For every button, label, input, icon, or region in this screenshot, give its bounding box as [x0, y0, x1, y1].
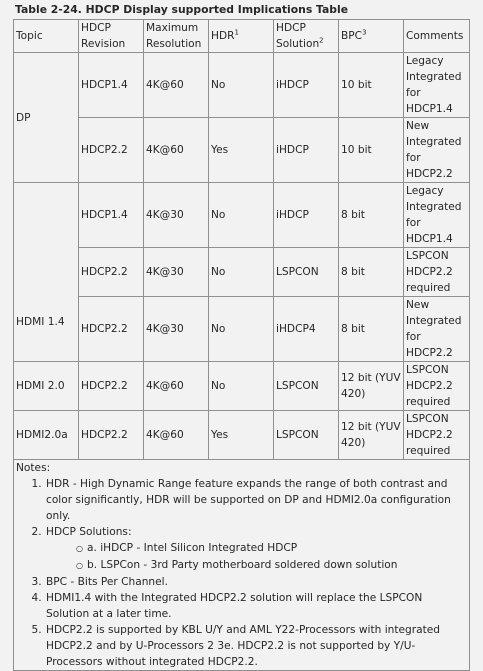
- bpc-cell: 8 bit: [339, 183, 404, 248]
- notes-cell: [14, 460, 470, 671]
- table-row: [14, 362, 470, 411]
- note-item: 2. HDCP Solutions: ○ a. iHDCP - Intel Silicon Integrated HDCP ○ b. LSPCon - 3rd Party motherboard soldered down solution: [45, 524, 467, 574]
- bpc-cell: 10 bit: [339, 118, 404, 183]
- solution-cell: iHDCP4: [274, 297, 339, 362]
- comments-cell: LSPCON HDCP2.2 required: [404, 248, 470, 297]
- resolution-cell: 4K@60: [144, 53, 209, 118]
- solution-cell: LSPCON: [274, 248, 339, 297]
- resolution-cell: 4K@30: [144, 183, 209, 248]
- topic-cell: DP: [14, 53, 79, 183]
- resolution-cell: 4K@30: [144, 248, 209, 297]
- bullet-icon: ○: [76, 544, 83, 553]
- hdr-cell: No: [209, 53, 274, 118]
- solution-cell: iHDCP: [274, 118, 339, 183]
- header-comments: Comments: [404, 20, 470, 53]
- solution-cell: LSPCON: [274, 362, 339, 411]
- header-bpc: BPC$^3$: [339, 20, 404, 53]
- comments-cell: New Integrated for HDCP2.2: [404, 297, 470, 362]
- resolution-cell: 4K@60: [144, 118, 209, 183]
- note-sub-item: ○ a. iHDCP - Intel Silicon Integrated HDCP: [76, 542, 298, 554]
- bpc-cell: 12 bit (YUV 420): [339, 362, 404, 411]
- table-row: [14, 183, 470, 248]
- footnote-marker: 3: [362, 28, 367, 37]
- footnote-marker: 1: [234, 28, 239, 37]
- table-row: [14, 53, 470, 118]
- notes-row: [14, 460, 470, 671]
- hdr-cell: No: [209, 248, 274, 297]
- revision-cell: HDCP2.2: [79, 411, 144, 460]
- revision-cell: HDCP1.4: [79, 53, 144, 118]
- footnote-marker: 2: [319, 36, 324, 45]
- table-row: [14, 297, 470, 362]
- notes-title: Notes:: [16, 462, 51, 474]
- revision-cell: HDCP1.4: [79, 183, 144, 248]
- header-revision: HDCP Revision: [79, 20, 144, 53]
- hdr-cell: No: [209, 297, 274, 362]
- note-item: 4. HDMI1.4 with the Integrated HDCP2.2 solution will replace the LSPCON Solution at a later time.: [45, 590, 467, 622]
- header-hdr: HDR$^1$: [209, 20, 274, 53]
- table-row: [14, 248, 470, 297]
- bpc-cell: 8 bit: [339, 297, 404, 362]
- solution-cell: iHDCP: [274, 183, 339, 248]
- note-item: 5. HDCP2.2 is supported by KBL U/Y and AML Y22-Processors with integrated HDCP2.2 and by U-Processors 2 3e. HDCP2.2 is not supported by Y/U-Processors without integrated HDCP2.2.: [45, 622, 467, 670]
- topic-cell: HDMI 2.0: [14, 362, 79, 411]
- solution-cell: LSPCON: [274, 411, 339, 460]
- bpc-cell: 12 bit (YUV 420): [339, 411, 404, 460]
- bpc-cell: 10 bit: [339, 53, 404, 118]
- hdr-cell: No: [209, 362, 274, 411]
- hdcp-implications-table: [13, 19, 470, 671]
- bullet-icon: ○: [76, 561, 83, 570]
- resolution-cell: 4K@30: [144, 297, 209, 362]
- note-item: 1. HDR - High Dynamic Range feature expands the range of both contrast and color significantly, HDR will be supported on DP and HDMI2.0a configuration only.: [45, 476, 467, 524]
- header-topic: Topic: [14, 20, 79, 53]
- hdr-cell: No: [209, 183, 274, 248]
- comments-cell: LSPCON HDCP2.2 required: [404, 362, 470, 411]
- revision-cell: HDCP2.2: [79, 297, 144, 362]
- table-row: [14, 118, 470, 183]
- resolution-cell: 4K@60: [144, 411, 209, 460]
- resolution-cell: 4K@60: [144, 362, 209, 411]
- note-sub-item: ○ b. LSPCon - 3rd Party motherboard soldered down solution: [76, 559, 398, 571]
- table-header-row: [14, 20, 470, 53]
- header-solution: HDCP Solution$^2$: [274, 20, 339, 53]
- comments-cell: LSPCON HDCP2.2 required: [404, 411, 470, 460]
- topic-cell: HDMI 1.4: [14, 183, 79, 362]
- table-row: [14, 411, 470, 460]
- revision-cell: HDCP2.2: [79, 362, 144, 411]
- table-caption: Table 2-24. HDCP Display supported Implications Table: [15, 3, 349, 16]
- notes-list: [16, 476, 467, 670]
- note-item: 3. BPC - Bits Per Channel.: [45, 574, 467, 590]
- hdr-cell: Yes: [209, 118, 274, 183]
- revision-cell: HDCP2.2: [79, 118, 144, 183]
- revision-cell: HDCP2.2: [79, 248, 144, 297]
- comments-cell: Legacy Integrated for HDCP1.4: [404, 183, 470, 248]
- hdr-cell: Yes: [209, 411, 274, 460]
- comments-cell: Legacy Integrated for HDCP1.4: [404, 53, 470, 118]
- comments-cell: New Integrated for HDCP2.2: [404, 118, 470, 183]
- header-resolution: Maximum Resolution: [144, 20, 209, 53]
- bpc-cell: 8 bit: [339, 248, 404, 297]
- topic-cell: HDMI2.0a: [14, 411, 79, 460]
- notes-sub-list: [46, 540, 467, 574]
- solution-cell: iHDCP: [274, 53, 339, 118]
